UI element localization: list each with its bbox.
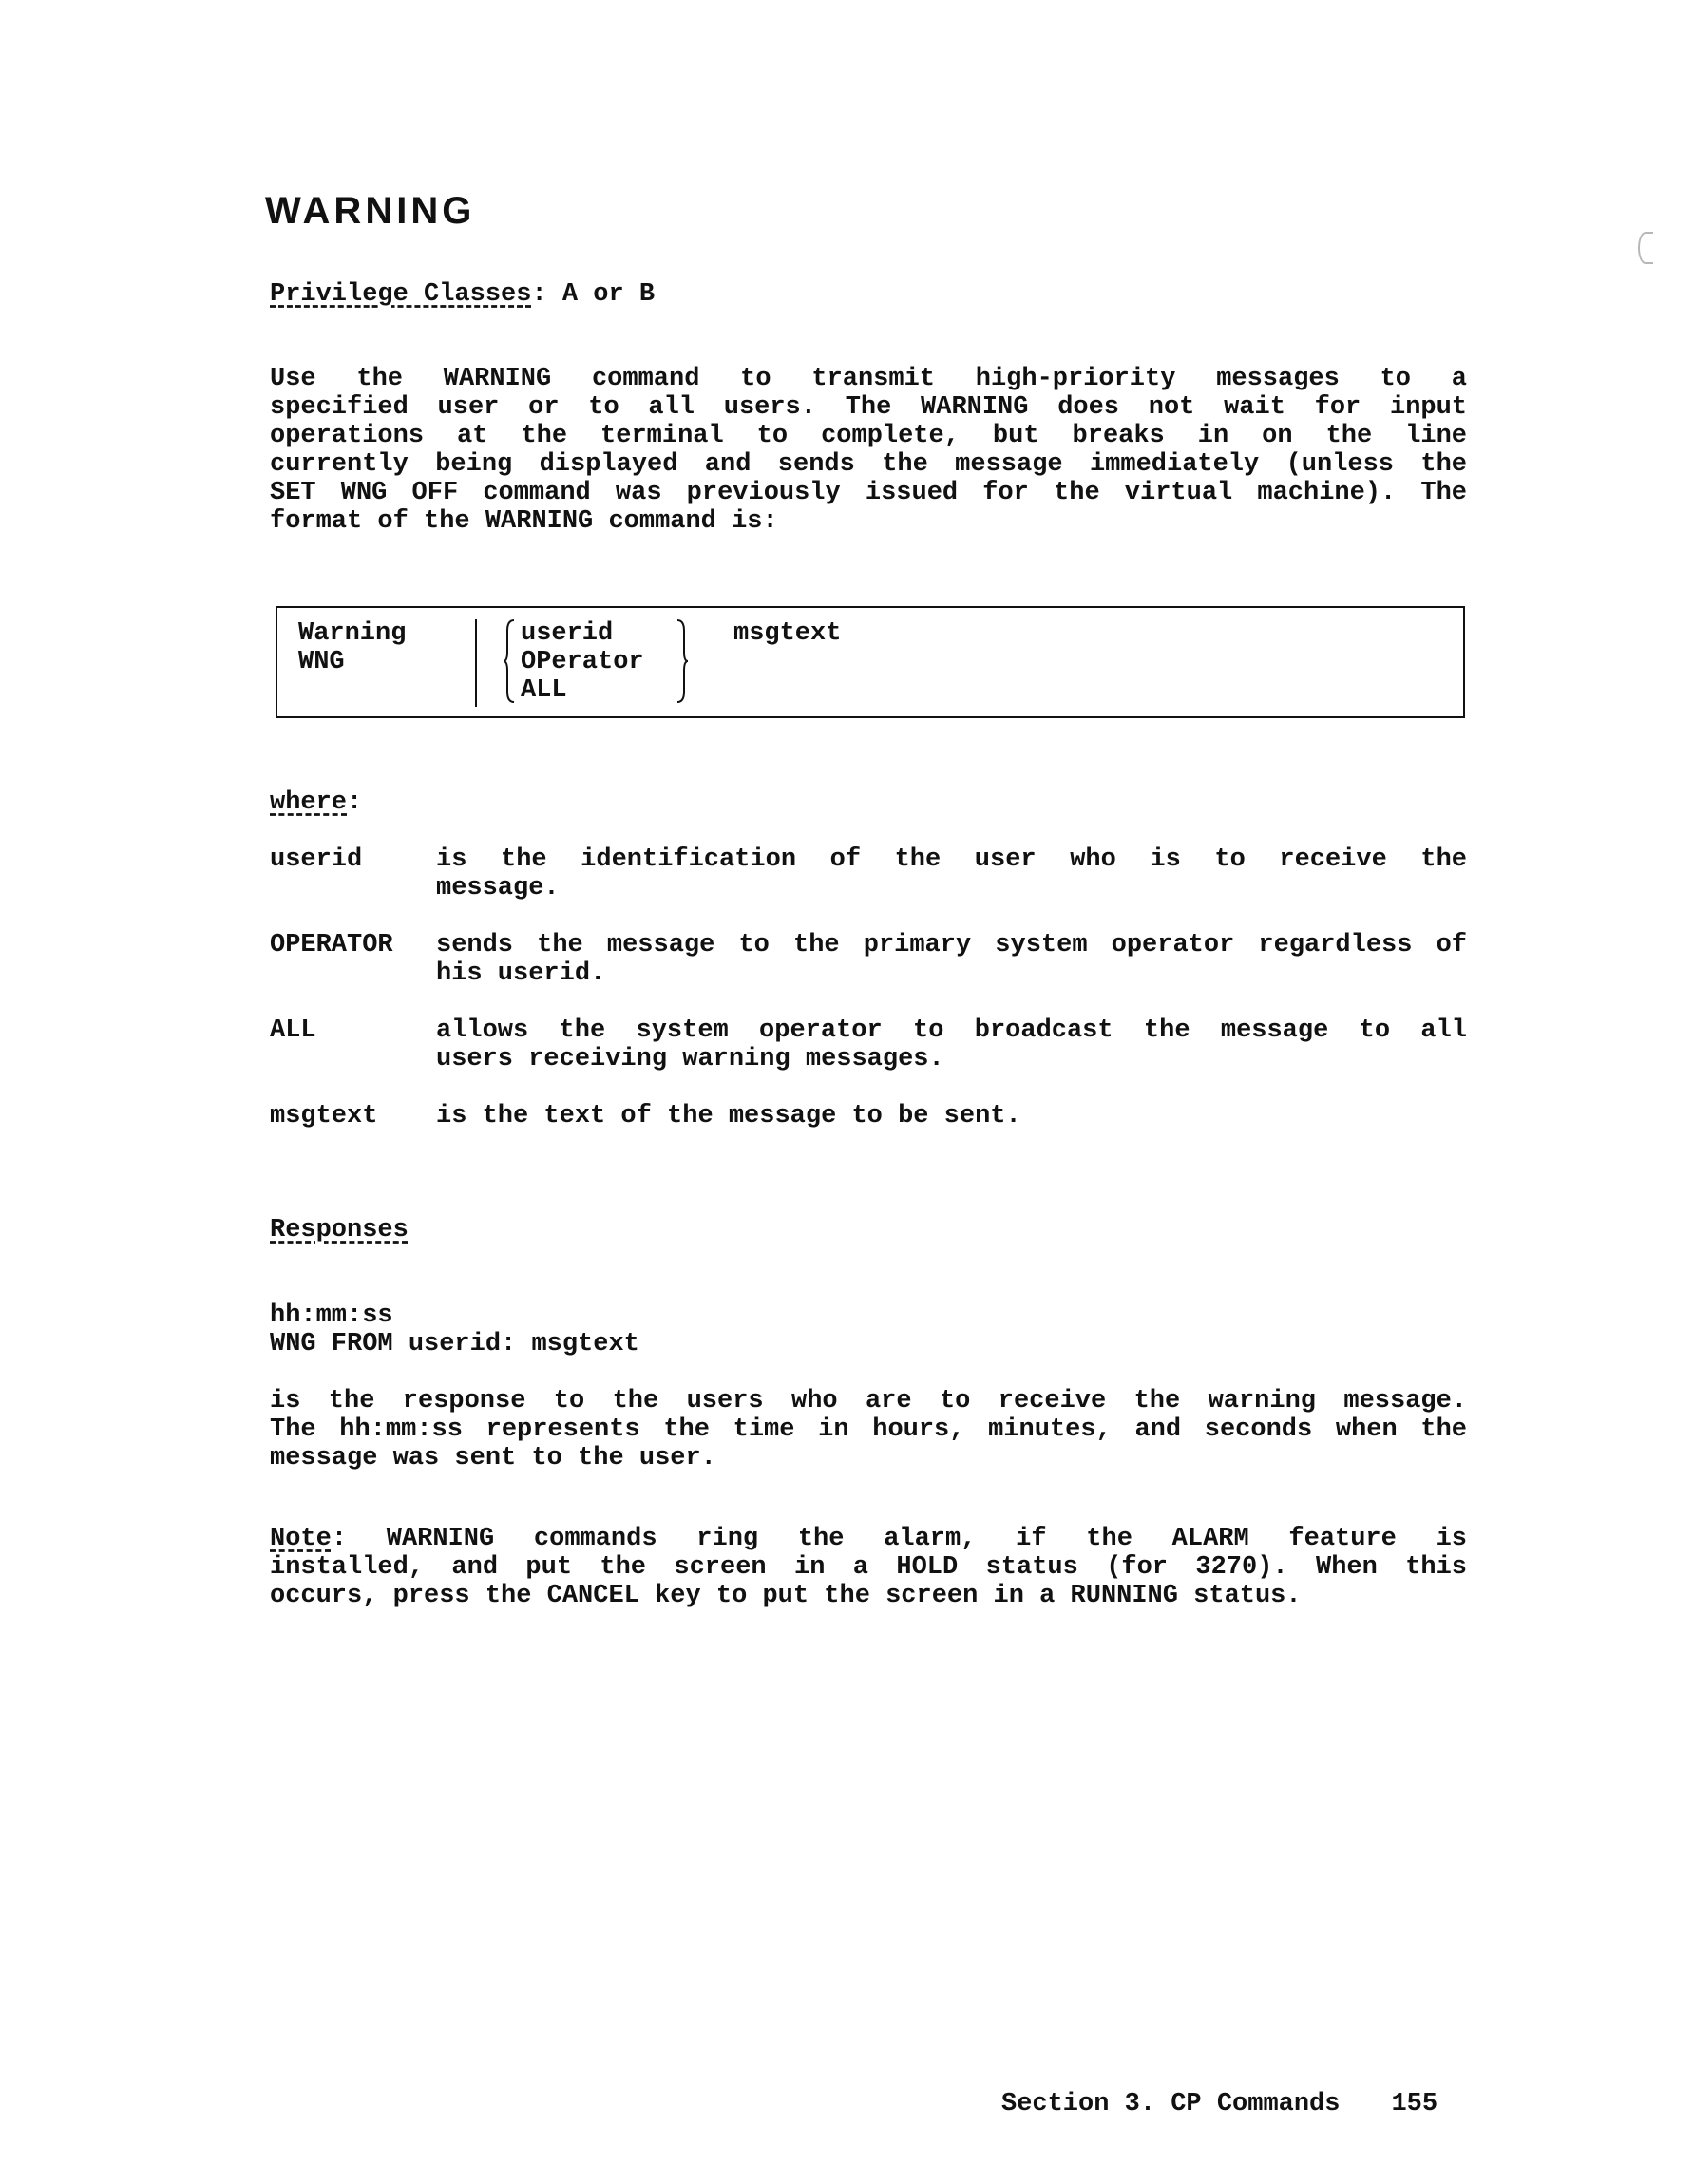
responses-label: Responses [270, 1216, 409, 1244]
privilege-value: : A or B [531, 280, 656, 309]
footer-section: Section 3. CP Commands [1001, 2090, 1341, 2118]
note-label: Note [270, 1525, 332, 1553]
definition-term: ALL [270, 1016, 316, 1045]
definition-item [270, 1102, 1467, 1130]
response-format [270, 1301, 639, 1358]
note-line: occurs, press the CANCEL key to put the screen in a RUNNING status. [270, 1582, 1302, 1610]
intro-line: operations at the terminal to complete, but breaks in on the line [270, 422, 1467, 450]
definition-desc [436, 1102, 1467, 1130]
definition-line: his userid. [436, 959, 606, 988]
definition-term: OPERATOR [270, 931, 393, 959]
response-format-line: WNG FROM userid: msgtext [270, 1330, 639, 1358]
command-form: Warning [298, 619, 407, 648]
response-line: The hh:mm:ss represents the time in hours, minutes, and seconds when the [270, 1415, 1467, 1444]
definition-line: is the identification of the user who is to receive the [436, 845, 1467, 874]
intro-line: Use the WARNING command to transmit high-priority messages to a [270, 365, 1467, 393]
definition-line: is the text of the message to be sent. [436, 1102, 1021, 1130]
command-form: WNG [298, 648, 345, 676]
response-line: is the response to the users who are to receive the warning message. [270, 1387, 1467, 1415]
definition-desc [436, 845, 1467, 902]
operand: msgtext [733, 619, 842, 648]
definitions-list [270, 845, 1467, 1159]
page-footer [1001, 2090, 1437, 2118]
definition-term: userid [270, 845, 363, 874]
intro-line: currently being displayed and sends the message immediately (unless the [270, 450, 1467, 479]
definition-line: users receiving warning messages. [436, 1045, 944, 1073]
response-line: message was sent to the user. [270, 1444, 716, 1472]
definition-desc [436, 931, 1467, 988]
right-brace-icon [676, 619, 688, 703]
intro-line: specified user or to all users. The WARNING does not wait for input [270, 393, 1467, 422]
definition-desc [436, 1016, 1467, 1073]
left-brace-icon [504, 619, 515, 703]
where-heading: where: [270, 788, 363, 817]
note-line: installed, and put the screen in a HOLD status (for 3270). When this [270, 1553, 1467, 1582]
definition-item [270, 1016, 1467, 1073]
note-paragraph [270, 1525, 1467, 1610]
syntax-box [276, 606, 1465, 718]
privilege-classes [270, 280, 655, 309]
syntax-separator [475, 619, 477, 707]
intro-paragraph [270, 365, 1467, 536]
response-description [270, 1387, 1467, 1472]
margin-mark [1638, 232, 1653, 264]
target-option: userid [521, 619, 614, 648]
page-number: 155 [1391, 2090, 1438, 2118]
privilege-label: Privilege Classes [270, 280, 532, 309]
intro-line: format of the WARNING command is: [270, 507, 778, 536]
where-label: where [270, 788, 348, 817]
definition-line: allows the system operator to broadcast the message to all [436, 1016, 1467, 1045]
definition-term: msgtext [270, 1102, 378, 1130]
intro-line: SET WNG OFF command was previously issued for the virtual machine). The [270, 479, 1467, 507]
note-line [270, 1525, 1467, 1553]
definition-line: message. [436, 874, 560, 902]
target-option: OPerator [521, 648, 644, 676]
response-format-line: hh:mm:ss [270, 1301, 393, 1330]
definition-line: sends the message to the primary system operator regardless of [436, 931, 1467, 959]
target-option: ALL [521, 676, 567, 705]
definition-item [270, 931, 1467, 988]
responses-heading [270, 1216, 409, 1244]
definition-item [270, 845, 1467, 902]
note-text: : WARNING commands ring the alarm, if the ALARM feature is [331, 1525, 1467, 1553]
page-title: WARNING [265, 190, 476, 232]
